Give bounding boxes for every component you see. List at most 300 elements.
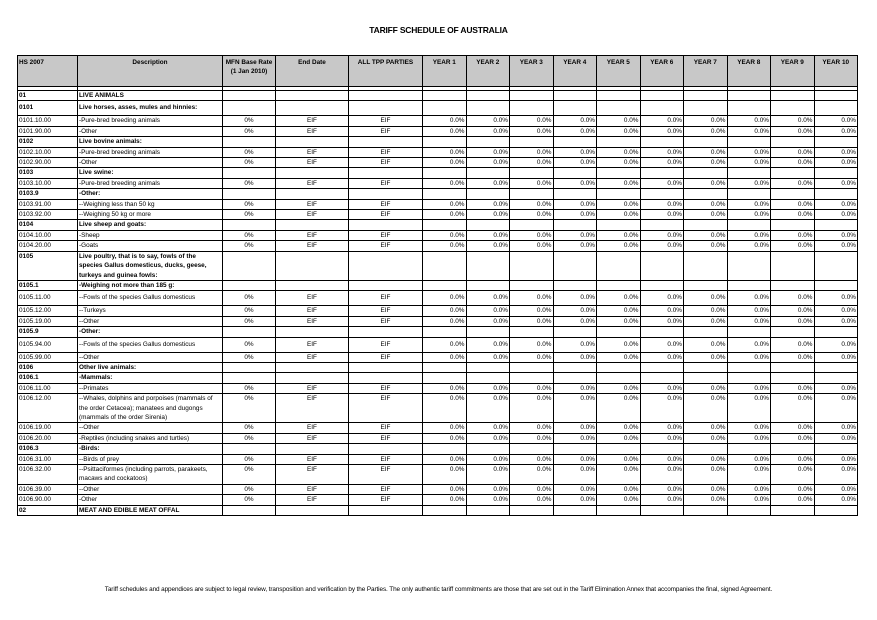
empty-cell [553,362,597,372]
heading-row [18,91,858,101]
empty-cell [223,373,276,383]
year-5-rate-cell: 0.0% [597,126,641,136]
table-body [18,87,858,516]
empty-cell [727,168,771,178]
hs-code-cell: 0104.20.00 [18,241,78,251]
end-date-cell: EIF [276,383,349,393]
empty-cell [727,444,771,454]
year-8-rate-cell: 0.0% [727,210,771,220]
description-cell: --Whales, dolphins and porpoises (mammals of the order Cetacea); manatees and dugongs (mammals of the order Sirenia) [78,394,223,423]
table-header-row [18,56,858,87]
year-1-rate-cell: 0.0% [423,394,467,423]
empty-cell [466,220,510,230]
year-2-rate-cell: 0.0% [466,158,510,168]
year-3-rate-cell: 0.0% [510,484,554,494]
year-7-rate-cell: 0.0% [684,352,728,362]
hs-code-cell: 0105.94.00 [18,337,78,352]
year-10-rate-cell: 0.0% [814,465,858,485]
hs-code-cell: 0106.39.00 [18,484,78,494]
end-date-cell: EIF [276,147,349,157]
year-2-rate-cell: 0.0% [466,433,510,443]
empty-cell [684,362,728,372]
description-cell: -Pure-bred breeding animals [78,178,223,188]
header-year-2: YEAR 2 [466,56,510,87]
empty-cell [223,101,276,116]
hs-code-cell: 0102.10.00 [18,147,78,157]
end-date-cell: EIF [276,352,349,362]
table-row [18,306,858,316]
description-cell: --Fowls of the species Gallus domesticus [78,337,223,352]
hs-code-cell: 0102.90.00 [18,158,78,168]
end-date-cell: EIF [276,210,349,220]
heading-row [18,373,858,383]
header-all-tpp-parties: ALL TPP PARTIES [349,56,423,87]
empty-cell [423,101,467,116]
heading-row [18,137,858,147]
year-9-rate-cell: 0.0% [771,337,815,352]
year-8-rate-cell: 0.0% [727,230,771,240]
year-2-rate-cell: 0.0% [466,454,510,464]
mfn-rate-cell: 0% [223,352,276,362]
year-10-rate-cell: 0.0% [814,337,858,352]
empty-cell [771,444,815,454]
hs-code-cell: 0105.12.00 [18,306,78,316]
end-date-cell: EIF [276,495,349,505]
empty-cell [510,220,554,230]
year-3-rate-cell: 0.0% [510,241,554,251]
year-3-rate-cell: 0.0% [510,147,554,157]
empty-cell [510,327,554,337]
empty-cell [814,362,858,372]
year-6-rate-cell: 0.0% [640,178,684,188]
year-9-rate-cell: 0.0% [771,210,815,220]
year-7-rate-cell: 0.0% [684,147,728,157]
year-5-rate-cell: 0.0% [597,465,641,485]
end-date-cell: EIF [276,158,349,168]
year-1-rate-cell: 0.0% [423,454,467,464]
empty-cell [349,137,423,147]
year-1-rate-cell: 0.0% [423,210,467,220]
year-5-rate-cell: 0.0% [597,291,641,306]
empty-cell [349,505,423,515]
year-2-rate-cell: 0.0% [466,241,510,251]
year-4-rate-cell: 0.0% [553,116,597,126]
year-8-rate-cell: 0.0% [727,352,771,362]
mfn-rate-cell: 0% [223,241,276,251]
table-row [18,316,858,326]
description-cell: Live horses, asses, mules and hinnies: [78,101,223,116]
description-cell: -Other [78,495,223,505]
table-row [18,465,858,485]
description-cell: LIVE ANIMALS [78,91,223,101]
all-tpp-cell: EIF [349,126,423,136]
year-6-rate-cell: 0.0% [640,230,684,240]
year-6-rate-cell: 0.0% [640,423,684,433]
empty-cell [553,137,597,147]
year-6-rate-cell: 0.0% [640,495,684,505]
year-2-rate-cell: 0.0% [466,306,510,316]
year-8-rate-cell: 0.0% [727,126,771,136]
end-date-cell: EIF [276,291,349,306]
year-5-rate-cell: 0.0% [597,116,641,126]
empty-cell [640,101,684,116]
empty-cell [349,444,423,454]
empty-cell [349,327,423,337]
empty-cell [771,251,815,280]
empty-cell [510,362,554,372]
empty-cell [510,137,554,147]
year-6-rate-cell: 0.0% [640,394,684,423]
year-9-rate-cell: 0.0% [771,291,815,306]
empty-cell [349,373,423,383]
header-year-4: YEAR 4 [553,56,597,87]
year-9-rate-cell: 0.0% [771,484,815,494]
header-hs-code: HS 2007 [18,56,78,87]
year-7-rate-cell: 0.0% [684,495,728,505]
hs-code-cell: 0104.10.00 [18,230,78,240]
all-tpp-cell: EIF [349,306,423,316]
year-9-rate-cell: 0.0% [771,126,815,136]
end-date-cell: EIF [276,423,349,433]
year-9-rate-cell: 0.0% [771,306,815,316]
empty-cell [466,137,510,147]
empty-cell [640,189,684,199]
all-tpp-cell: EIF [349,394,423,423]
table-row [18,126,858,136]
year-5-rate-cell: 0.0% [597,337,641,352]
heading-row [18,327,858,337]
description-cell: -Pure-bred breeding animals [78,116,223,126]
all-tpp-cell: EIF [349,383,423,393]
hs-code-cell: 0106.90.00 [18,495,78,505]
year-7-rate-cell: 0.0% [684,454,728,464]
empty-cell [771,189,815,199]
year-5-rate-cell: 0.0% [597,158,641,168]
empty-cell [640,168,684,178]
year-10-rate-cell: 0.0% [814,484,858,494]
year-9-rate-cell: 0.0% [771,454,815,464]
year-3-rate-cell: 0.0% [510,126,554,136]
year-7-rate-cell: 0.0% [684,394,728,423]
year-5-rate-cell: 0.0% [597,210,641,220]
empty-cell [423,373,467,383]
year-4-rate-cell: 0.0% [553,394,597,423]
year-4-rate-cell: 0.0% [553,337,597,352]
mfn-rate-cell: 0% [223,230,276,240]
empty-cell [814,373,858,383]
year-1-rate-cell: 0.0% [423,306,467,316]
hs-code-cell: 0103 [18,168,78,178]
empty-cell [349,189,423,199]
hs-code-cell: 0102 [18,137,78,147]
year-1-rate-cell: 0.0% [423,178,467,188]
year-7-rate-cell: 0.0% [684,178,728,188]
year-5-rate-cell: 0.0% [597,433,641,443]
year-9-rate-cell: 0.0% [771,199,815,209]
hs-code-cell: 0105.19.00 [18,316,78,326]
all-tpp-cell: EIF [349,291,423,306]
header-description: Description [78,56,223,87]
year-2-rate-cell: 0.0% [466,337,510,352]
empty-cell [684,220,728,230]
description-cell: --Other [78,316,223,326]
hs-code-cell: 0106.12.00 [18,394,78,423]
year-10-rate-cell: 0.0% [814,433,858,443]
empty-cell [466,280,510,290]
year-7-rate-cell: 0.0% [684,116,728,126]
empty-cell [423,327,467,337]
mfn-rate-cell: 0% [223,210,276,220]
year-2-rate-cell: 0.0% [466,147,510,157]
year-8-rate-cell: 0.0% [727,316,771,326]
empty-cell [276,362,349,372]
year-4-rate-cell: 0.0% [553,230,597,240]
empty-cell [510,189,554,199]
year-10-rate-cell: 0.0% [814,316,858,326]
empty-cell [814,505,858,515]
empty-cell [276,373,349,383]
table-row [18,199,858,209]
mfn-rate-cell: 0% [223,383,276,393]
year-1-rate-cell: 0.0% [423,337,467,352]
year-10-rate-cell: 0.0% [814,147,858,157]
empty-cell [771,327,815,337]
year-8-rate-cell: 0.0% [727,484,771,494]
year-1-rate-cell: 0.0% [423,230,467,240]
all-tpp-cell: EIF [349,158,423,168]
empty-cell [466,91,510,101]
empty-cell [684,91,728,101]
year-9-rate-cell: 0.0% [771,383,815,393]
year-7-rate-cell: 0.0% [684,291,728,306]
empty-cell [553,444,597,454]
year-9-rate-cell: 0.0% [771,147,815,157]
description-cell: -Goats [78,241,223,251]
empty-cell [423,189,467,199]
empty-cell [553,373,597,383]
year-6-rate-cell: 0.0% [640,306,684,316]
table-row [18,352,858,362]
empty-cell [814,137,858,147]
year-10-rate-cell: 0.0% [814,116,858,126]
empty-cell [771,362,815,372]
empty-cell [727,91,771,101]
empty-cell [276,444,349,454]
year-8-rate-cell: 0.0% [727,178,771,188]
year-3-rate-cell: 0.0% [510,423,554,433]
hs-code-cell: 0101.90.00 [18,126,78,136]
empty-cell [553,220,597,230]
empty-cell [510,101,554,116]
year-7-rate-cell: 0.0% [684,158,728,168]
empty-cell [510,505,554,515]
year-2-rate-cell: 0.0% [466,484,510,494]
empty-cell [423,91,467,101]
empty-cell [727,362,771,372]
empty-cell [423,220,467,230]
year-5-rate-cell: 0.0% [597,352,641,362]
empty-cell [466,251,510,280]
empty-cell [684,168,728,178]
year-8-rate-cell: 0.0% [727,433,771,443]
empty-cell [771,101,815,116]
year-5-rate-cell: 0.0% [597,230,641,240]
heading-row [18,280,858,290]
all-tpp-cell: EIF [349,495,423,505]
year-4-rate-cell: 0.0% [553,484,597,494]
year-7-rate-cell: 0.0% [684,423,728,433]
year-1-rate-cell: 0.0% [423,495,467,505]
all-tpp-cell: EIF [349,241,423,251]
empty-cell [423,168,467,178]
empty-cell [814,189,858,199]
end-date-cell: EIF [276,433,349,443]
empty-cell [349,91,423,101]
year-4-rate-cell: 0.0% [553,306,597,316]
heading-row [18,220,858,230]
empty-cell [223,362,276,372]
year-1-rate-cell: 0.0% [423,158,467,168]
year-4-rate-cell: 0.0% [553,199,597,209]
description-cell: Live swine: [78,168,223,178]
hs-code-cell: 0104 [18,220,78,230]
year-5-rate-cell: 0.0% [597,495,641,505]
year-8-rate-cell: 0.0% [727,116,771,126]
year-10-rate-cell: 0.0% [814,383,858,393]
year-4-rate-cell: 0.0% [553,352,597,362]
end-date-cell: EIF [276,465,349,485]
mfn-rate-cell: 0% [223,394,276,423]
year-8-rate-cell: 0.0% [727,158,771,168]
empty-cell [684,373,728,383]
empty-cell [223,220,276,230]
description-cell: Live sheep and goats: [78,220,223,230]
description-cell: -Other: [78,189,223,199]
year-3-rate-cell: 0.0% [510,230,554,240]
empty-cell [640,373,684,383]
header-year-3: YEAR 3 [510,56,554,87]
empty-cell [423,280,467,290]
empty-cell [510,251,554,280]
empty-cell [640,220,684,230]
empty-cell [684,444,728,454]
empty-cell [553,327,597,337]
empty-cell [684,137,728,147]
empty-cell [597,280,641,290]
mfn-rate-cell: 0% [223,495,276,505]
mfn-rate-cell: 0% [223,147,276,157]
empty-cell [466,327,510,337]
header-year-7: YEAR 7 [684,56,728,87]
end-date-cell: EIF [276,126,349,136]
empty-cell [640,327,684,337]
year-6-rate-cell: 0.0% [640,484,684,494]
mfn-rate-cell: 0% [223,291,276,306]
year-8-rate-cell: 0.0% [727,147,771,157]
year-4-rate-cell: 0.0% [553,433,597,443]
year-8-rate-cell: 0.0% [727,495,771,505]
empty-cell [349,168,423,178]
year-3-rate-cell: 0.0% [510,158,554,168]
table-row [18,230,858,240]
year-5-rate-cell: 0.0% [597,316,641,326]
year-4-rate-cell: 0.0% [553,465,597,485]
empty-cell [223,444,276,454]
year-1-rate-cell: 0.0% [423,199,467,209]
end-date-cell: EIF [276,337,349,352]
hs-code-cell: 01 [18,91,78,101]
year-8-rate-cell: 0.0% [727,383,771,393]
year-1-rate-cell: 0.0% [423,383,467,393]
empty-cell [814,251,858,280]
year-1-rate-cell: 0.0% [423,147,467,157]
hs-code-cell: 0105.1 [18,280,78,290]
year-1-rate-cell: 0.0% [423,423,467,433]
year-6-rate-cell: 0.0% [640,316,684,326]
empty-cell [640,362,684,372]
end-date-cell: EIF [276,230,349,240]
year-1-rate-cell: 0.0% [423,291,467,306]
empty-cell [223,280,276,290]
all-tpp-cell: EIF [349,178,423,188]
year-2-rate-cell: 0.0% [466,495,510,505]
year-3-rate-cell: 0.0% [510,116,554,126]
year-7-rate-cell: 0.0% [684,241,728,251]
end-date-cell: EIF [276,454,349,464]
table-row [18,383,858,393]
empty-cell [640,137,684,147]
year-10-rate-cell: 0.0% [814,394,858,423]
empty-cell [597,220,641,230]
description-cell: -Weighing not more than 185 g: [78,280,223,290]
all-tpp-cell: EIF [349,423,423,433]
year-3-rate-cell: 0.0% [510,199,554,209]
year-3-rate-cell: 0.0% [510,454,554,464]
year-9-rate-cell: 0.0% [771,230,815,240]
year-2-rate-cell: 0.0% [466,383,510,393]
year-3-rate-cell: 0.0% [510,306,554,316]
empty-cell [814,220,858,230]
year-8-rate-cell: 0.0% [727,454,771,464]
year-5-rate-cell: 0.0% [597,147,641,157]
hs-code-cell: 0106.3 [18,444,78,454]
year-7-rate-cell: 0.0% [684,465,728,485]
table-row [18,147,858,157]
all-tpp-cell: EIF [349,116,423,126]
empty-cell [276,91,349,101]
header-year-8: YEAR 8 [727,56,771,87]
year-3-rate-cell: 0.0% [510,383,554,393]
mfn-rate-cell: 0% [223,337,276,352]
all-tpp-cell: EIF [349,484,423,494]
empty-cell [597,444,641,454]
description-cell: -Mammals: [78,373,223,383]
empty-cell [640,251,684,280]
all-tpp-cell: EIF [349,454,423,464]
mfn-rate-cell: 0% [223,116,276,126]
year-7-rate-cell: 0.0% [684,210,728,220]
year-7-rate-cell: 0.0% [684,383,728,393]
description-cell: --Turkeys [78,306,223,316]
empty-cell [466,189,510,199]
year-3-rate-cell: 0.0% [510,337,554,352]
empty-cell [814,280,858,290]
empty-cell [553,168,597,178]
hs-code-cell: 0106.20.00 [18,433,78,443]
hs-code-cell: 0101.10.00 [18,116,78,126]
empty-cell [223,505,276,515]
table-row [18,291,858,306]
